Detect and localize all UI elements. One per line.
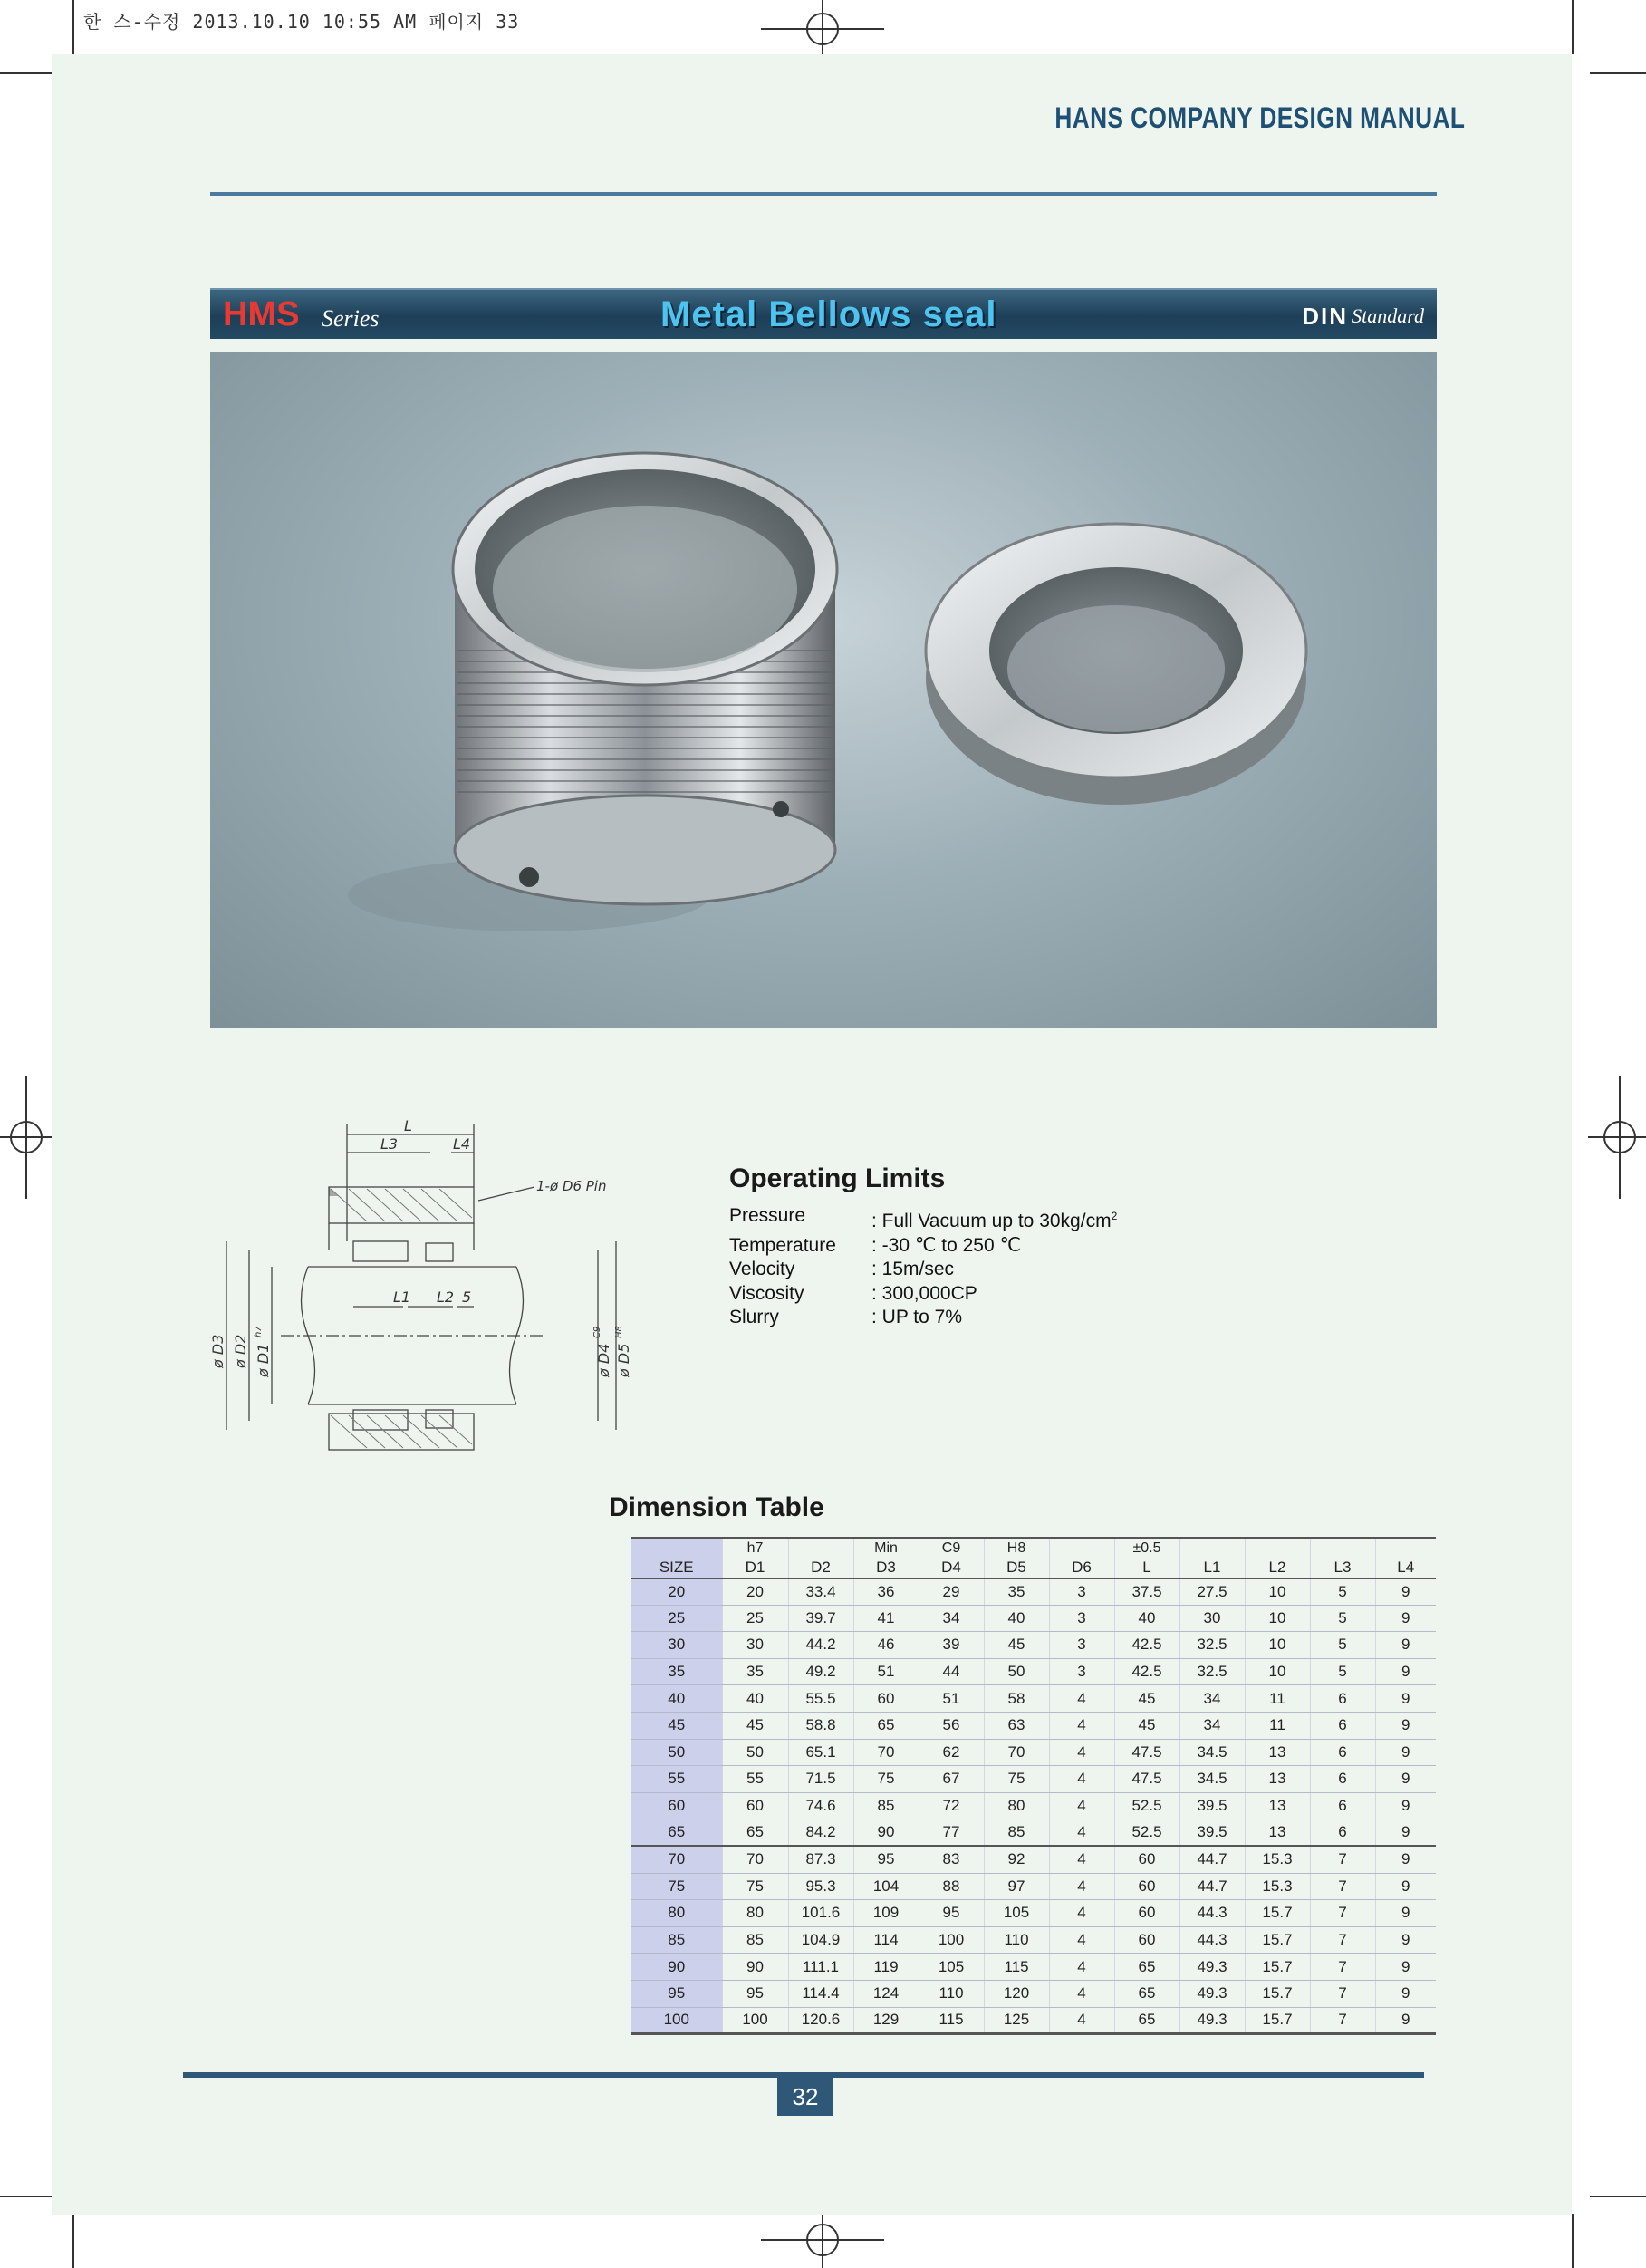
table-cell: 9 (1375, 1605, 1436, 1632)
limit-value: : 15m/sec (871, 1259, 955, 1279)
table-cell: 34 (919, 1605, 984, 1632)
table-cell: 110 (919, 1980, 984, 2007)
table-cell: 11 (1245, 1712, 1310, 1739)
table-cell: 3 (1049, 1578, 1114, 1606)
table-cell: 60 (1114, 1900, 1179, 1927)
table-row (631, 1658, 1436, 1685)
table-cell: 45 (722, 1712, 788, 1739)
table-row (631, 1900, 1436, 1927)
table-cell: 6 (1310, 1766, 1375, 1793)
size-cell: 45 (631, 1712, 722, 1739)
table-row (631, 1739, 1436, 1766)
table-cell: h7 (722, 1539, 788, 1558)
table-row (631, 2007, 1436, 2034)
print-info: 한 스-수정 2013.10.10 10:55 AM 페이지 33 (83, 11, 520, 33)
table-cell: 33.4 (788, 1578, 853, 1606)
table-cell: 3 (1049, 1658, 1114, 1685)
table-cell: 63 (984, 1712, 1049, 1739)
table-cell: 39 (919, 1632, 984, 1659)
size-cell: 25 (631, 1605, 722, 1632)
table-cell: 45 (984, 1632, 1049, 1659)
table-cell: 6 (1310, 1685, 1375, 1713)
table-cell: 7 (1310, 1846, 1375, 1873)
table-cell: 46 (853, 1632, 919, 1659)
table-row (631, 1632, 1436, 1659)
table-cell: C9 (919, 1539, 984, 1558)
size-cell: 20 (631, 1578, 722, 1606)
table-cell: 7 (1310, 1954, 1375, 1981)
table-cell: 51 (919, 1685, 984, 1713)
table-cell: 70 (722, 1846, 788, 1873)
size-cell: 50 (631, 1739, 722, 1766)
table-cell: 92 (984, 1846, 1049, 1873)
table-cell: 5 (1310, 1658, 1375, 1685)
table-cell: 58 (984, 1685, 1049, 1713)
limit-label: Velocity (729, 1259, 795, 1279)
size-cell: 70 (631, 1846, 722, 1873)
size-cell: 35 (631, 1658, 722, 1685)
limit-viscosity (729, 1282, 1117, 1307)
table-cell: 4 (1049, 1819, 1114, 1847)
table-cell: 39.7 (788, 1605, 853, 1632)
size-cell: 65 (631, 1819, 722, 1847)
table-cell: 70 (853, 1739, 919, 1766)
table-cell: 115 (919, 2007, 984, 2034)
table-cell: 6 (1310, 1819, 1375, 1847)
product-title: Metal Bellows seal (660, 294, 997, 334)
table-row (631, 1926, 1436, 1954)
table-cell: 13 (1245, 1819, 1310, 1847)
table-row (631, 1954, 1436, 1981)
table-cell: 56 (919, 1712, 984, 1739)
table-cell: 45 (1114, 1712, 1179, 1739)
table-cell: 34.5 (1179, 1739, 1245, 1766)
size-cell: 55 (631, 1766, 722, 1793)
table-cell: 50 (984, 1658, 1049, 1685)
table-cell: 44.2 (788, 1632, 853, 1659)
table-cell: 65.1 (788, 1739, 853, 1766)
table-cell: 34.5 (1179, 1766, 1245, 1793)
table-cell: 25 (722, 1605, 788, 1632)
table-cell: 9 (1375, 1819, 1436, 1847)
table-cell: 40 (1114, 1605, 1179, 1632)
table-cell: 13 (1245, 1792, 1310, 1819)
table-cell: 88 (919, 1873, 984, 1900)
table-cell: 9 (1375, 1900, 1436, 1927)
label-d1-tol: h7 (254, 1326, 264, 1337)
table-cell (788, 1539, 853, 1558)
table-cell: 7 (1310, 1980, 1375, 2007)
label-d4-tol: C9 (592, 1326, 602, 1338)
limit-label: Pressure (729, 1205, 806, 1226)
table-cell: 10 (1245, 1578, 1310, 1606)
table-cell: D2 (788, 1558, 853, 1578)
table-row (631, 1873, 1436, 1900)
limit-temperature (729, 1234, 1117, 1259)
table-cell: 42.5 (1114, 1658, 1179, 1685)
table-cell: 4 (1049, 1900, 1114, 1927)
table-cell: 39.5 (1179, 1819, 1245, 1847)
table-cell: 120 (984, 1980, 1049, 2007)
table-cell: D5 (984, 1558, 1049, 1578)
table-cell: 49.3 (1179, 2007, 1245, 2034)
seal-section-drawing (208, 1115, 661, 1486)
table-cell: 9 (1375, 1980, 1436, 2007)
table-cell: 45 (1114, 1685, 1179, 1713)
table-cell: 9 (1375, 1873, 1436, 1900)
dimension-table-title: Dimension Table (609, 1492, 824, 1522)
table-cell: 104.9 (788, 1926, 853, 1954)
table-cell: 9 (1375, 1632, 1436, 1659)
table-cell: 65 (1114, 1980, 1179, 2007)
table-cell: 97 (984, 1873, 1049, 1900)
table-cell: L1 (1179, 1558, 1245, 1578)
table-cell: 10 (1245, 1632, 1310, 1659)
table-cell (1049, 1539, 1114, 1558)
table-cell: 40 (722, 1685, 788, 1713)
table-cell: 100 (722, 2007, 788, 2034)
table-cell: 72 (919, 1792, 984, 1819)
table-cell: 9 (1375, 1792, 1436, 1819)
table-cell: 120.6 (788, 2007, 853, 2034)
table-cell: 55 (722, 1766, 788, 1793)
table-cell: 42.5 (1114, 1632, 1179, 1659)
table-cell: 4 (1049, 1685, 1114, 1713)
table-cell: ±0.5 (1114, 1539, 1179, 1558)
table-cell: 9 (1375, 1685, 1436, 1713)
table-row (631, 1605, 1436, 1632)
table-cell: L (1114, 1558, 1179, 1578)
table-cell: 87.3 (788, 1846, 853, 1873)
table-cell: 15.7 (1245, 2007, 1310, 2034)
label-pin: 1-ø D6 Pin (536, 1178, 607, 1194)
table-cell: 114 (853, 1926, 919, 1954)
table-cell: 105 (984, 1900, 1049, 1927)
limit-velocity (729, 1258, 1117, 1282)
table-cell: 49.3 (1179, 1954, 1245, 1981)
table-cell: 39.5 (1179, 1792, 1245, 1819)
table-cell: 37.5 (1114, 1578, 1179, 1606)
table-cell: 7 (1310, 1926, 1375, 1954)
table-cell: L3 (1310, 1558, 1375, 1578)
table-row (631, 1980, 1436, 2007)
operating-limits-list (729, 1204, 1117, 1330)
dimension-table (631, 1537, 1436, 2035)
table-cell: 55.5 (788, 1685, 853, 1713)
table-cell: 20 (722, 1578, 788, 1606)
table-cell: 35 (984, 1578, 1049, 1606)
table-cell (1245, 1539, 1310, 1558)
table-cell: 7 (1310, 2007, 1375, 2034)
table-cell: 32.5 (1179, 1658, 1245, 1685)
table-cell (1179, 1539, 1245, 1558)
table-cell: 49.2 (788, 1658, 853, 1685)
table-cell: 3 (1049, 1605, 1114, 1632)
table-cell: 51 (853, 1658, 919, 1685)
table-cell: 4 (1049, 1926, 1114, 1954)
size-cell (631, 1539, 722, 1558)
table-cell: 85 (984, 1819, 1049, 1847)
table-cell: 13 (1245, 1766, 1310, 1793)
table-cell: 105 (919, 1954, 984, 1981)
table-cell: 3 (1049, 1632, 1114, 1659)
table-cell: 75 (722, 1873, 788, 1900)
table-cell: 13 (1245, 1739, 1310, 1766)
label-d3: ø D3 (209, 1334, 226, 1368)
table-cell: 15.7 (1245, 1980, 1310, 2007)
page-number: 32 (777, 2078, 833, 2116)
table-cell: 10 (1245, 1605, 1310, 1632)
table-cell: 60 (722, 1792, 788, 1819)
label-l4: L4 (453, 1135, 471, 1153)
table-cell: D1 (722, 1558, 788, 1578)
table-row (631, 1792, 1436, 1819)
product-photo (210, 352, 1437, 1028)
table-cell: 44.7 (1179, 1873, 1245, 1900)
table-cell: 52.5 (1114, 1819, 1179, 1847)
table-row (631, 1766, 1436, 1793)
table-cell: L4 (1375, 1558, 1436, 1578)
table-cell: 9 (1375, 1658, 1436, 1685)
table-cell: 95 (722, 1980, 788, 2007)
table-cell: 6 (1310, 1739, 1375, 1766)
table-cell: 80 (722, 1900, 788, 1927)
table-cell: 4 (1049, 1712, 1114, 1739)
table-cell: 95 (853, 1846, 919, 1873)
table-cell: 15.7 (1245, 1900, 1310, 1927)
table-cell: 101.6 (788, 1900, 853, 1927)
table-cell: 34 (1179, 1712, 1245, 1739)
label-d2: ø D2 (232, 1334, 249, 1368)
table-cell: 9 (1375, 1578, 1436, 1606)
table-cell: 30 (1179, 1605, 1245, 1632)
table-cell: 95 (919, 1900, 984, 1927)
table-cell: 70 (984, 1739, 1049, 1766)
size-cell: 30 (631, 1632, 722, 1659)
table-cell: 74.6 (788, 1792, 853, 1819)
limit-unit-exponent: 2 (1111, 1210, 1118, 1222)
table-cell: L2 (1245, 1558, 1310, 1578)
limit-label: Slurry (729, 1307, 779, 1327)
table-cell: 4 (1049, 1954, 1114, 1981)
size-cell: 90 (631, 1954, 722, 1981)
size-cell: SIZE (631, 1558, 722, 1578)
table-cell: 52.5 (1114, 1792, 1179, 1819)
table-cell: 100 (919, 1926, 984, 1954)
table-cell: 30 (722, 1632, 788, 1659)
table-cell: 9 (1375, 1846, 1436, 1873)
table-row (631, 1685, 1436, 1713)
table-cell: 83 (919, 1846, 984, 1873)
label-l1: L1 (393, 1288, 411, 1306)
limit-pressure (729, 1204, 1117, 1234)
label-d1: ø D1 (255, 1343, 272, 1377)
table-cell: 9 (1375, 1926, 1436, 1954)
size-cell: 95 (631, 1980, 722, 2007)
table-cell: 36 (853, 1578, 919, 1606)
table-cell: 104 (853, 1873, 919, 1900)
operating-limits-title: Operating Limits (729, 1163, 946, 1193)
table-cell: 4 (1049, 1739, 1114, 1766)
table-cell (1375, 1539, 1436, 1558)
label-d5: ø D5 (615, 1343, 632, 1377)
table-row (631, 1819, 1436, 1847)
table-cell: 7 (1310, 1873, 1375, 1900)
table-cell: 44.3 (1179, 1900, 1245, 1927)
table-cell: 4 (1049, 1766, 1114, 1793)
table-cell: 119 (853, 1954, 919, 1981)
table-cell: 77 (919, 1819, 984, 1847)
table-cell: 9 (1375, 1739, 1436, 1766)
size-cell: 80 (631, 1900, 722, 1927)
table-cell: 35 (722, 1658, 788, 1685)
table-cell: 62 (919, 1739, 984, 1766)
label-l3: L3 (380, 1135, 399, 1153)
table-cell: 75 (853, 1766, 919, 1793)
table-cell: 58.8 (788, 1712, 853, 1739)
table-cell: 47.5 (1114, 1739, 1179, 1766)
table-cell: 60 (1114, 1846, 1179, 1873)
size-cell: 60 (631, 1792, 722, 1819)
table-cell: 124 (853, 1980, 919, 2007)
table-cell: 9 (1375, 2007, 1436, 2034)
table-cell: 32.5 (1179, 1632, 1245, 1659)
table-cell: 6 (1310, 1712, 1375, 1739)
table-cell: 10 (1245, 1658, 1310, 1685)
table-cell: 15.3 (1245, 1846, 1310, 1873)
table-cell: H8 (984, 1539, 1049, 1558)
table-cell: 80 (984, 1792, 1049, 1819)
table-cell: 29 (919, 1578, 984, 1606)
table-cell: 75 (984, 1766, 1049, 1793)
table-cell: 5 (1310, 1578, 1375, 1606)
table-cell: 84.2 (788, 1819, 853, 1847)
table-cell: 15.3 (1245, 1873, 1310, 1900)
table-cell: 9 (1375, 1766, 1436, 1793)
table-cell: 15.7 (1245, 1926, 1310, 1954)
table-row (631, 1578, 1436, 1606)
table-cell: 44.3 (1179, 1926, 1245, 1954)
table-cell: 9 (1375, 1712, 1436, 1739)
table-cell: Min (853, 1539, 919, 1558)
limit-slurry (729, 1306, 1117, 1330)
limit-value: : UP to 7% (871, 1307, 962, 1327)
table-cell: D6 (1049, 1558, 1114, 1578)
table-cell: 60 (853, 1685, 919, 1713)
manual-title: HANS COMPANY DESIGN MANUAL (1054, 101, 1465, 134)
table-cell: 44.7 (1179, 1846, 1245, 1873)
table-cell: 65 (1114, 2007, 1179, 2034)
table-cell: 15.7 (1245, 1954, 1310, 1981)
label-d5-tol: H8 (614, 1326, 624, 1338)
size-cell: 85 (631, 1926, 722, 1954)
table-cell: 9 (1375, 1954, 1436, 1981)
table-cell: 85 (853, 1792, 919, 1819)
table-cell: 109 (853, 1900, 919, 1927)
label-l2: L2 (437, 1288, 455, 1306)
table-cell: 27.5 (1179, 1578, 1245, 1606)
table-cell: 4 (1049, 1846, 1114, 1873)
table-cell: 5 (1310, 1632, 1375, 1659)
table-cell: 4 (1049, 1980, 1114, 2007)
table-cell (1310, 1539, 1375, 1558)
size-cell: 40 (631, 1685, 722, 1713)
size-cell: 75 (631, 1873, 722, 1900)
table-cell: D4 (919, 1558, 984, 1578)
label-l: L (404, 1117, 412, 1134)
table-cell: 85 (722, 1926, 788, 1954)
standard-label: Standard (1352, 304, 1424, 327)
table-cell: 71.5 (788, 1766, 853, 1793)
table-cell: 4 (1049, 2007, 1114, 2034)
table-cell: 47.5 (1114, 1766, 1179, 1793)
table-cell: 115 (984, 1954, 1049, 1981)
limit-label: Viscosity (729, 1282, 804, 1304)
header-divider (210, 192, 1437, 196)
table-cell: 67 (919, 1766, 984, 1793)
table-cell: 50 (722, 1739, 788, 1766)
table-cell: 111.1 (788, 1954, 853, 1981)
header-row (631, 1558, 1436, 1578)
limit-label: Temperature (729, 1234, 836, 1256)
series-banner (210, 288, 1437, 339)
table-cell: 4 (1049, 1792, 1114, 1819)
table-cell: 125 (984, 2007, 1049, 2034)
label-d4: ø D4 (595, 1343, 612, 1377)
table-cell: D3 (853, 1558, 919, 1578)
table-cell: 5 (1310, 1605, 1375, 1632)
table-cell: 90 (853, 1819, 919, 1847)
table-cell: 60 (1114, 1926, 1179, 1954)
table-cell: 65 (1114, 1954, 1179, 1981)
table-row (631, 1846, 1436, 1873)
table-cell: 49.3 (1179, 1980, 1245, 2007)
table-cell: 40 (984, 1605, 1049, 1632)
table-cell: 60 (1114, 1873, 1179, 1900)
table-cell: 65 (853, 1712, 919, 1739)
table-cell: 11 (1245, 1685, 1310, 1713)
table-cell: 41 (853, 1605, 919, 1632)
limit-value: : Full Vacuum up to 30kg/cm (871, 1211, 1112, 1231)
table-cell: 110 (984, 1926, 1049, 1954)
limit-value: : 300,000CP (871, 1282, 977, 1304)
tolerance-row (631, 1539, 1436, 1558)
series-label: Series (322, 305, 380, 332)
limit-value: : -30 ℃ to 250 ℃ (871, 1234, 1022, 1256)
table-cell: 7 (1310, 1900, 1375, 1927)
table-cell: 34 (1179, 1685, 1245, 1713)
size-cell: 100 (631, 2007, 722, 2034)
table-cell: 129 (853, 2007, 919, 2034)
table-cell: 6 (1310, 1792, 1375, 1819)
series-name: HMS (223, 295, 300, 333)
table-cell: 65 (722, 1819, 788, 1847)
table-row (631, 1712, 1436, 1739)
label-5: 5 (462, 1288, 472, 1306)
table-cell: 90 (722, 1954, 788, 1981)
table-cell: 95.3 (788, 1873, 853, 1900)
standard-name: DIN (1302, 303, 1348, 330)
table-cell: 114.4 (788, 1980, 853, 2007)
table-cell: 44 (919, 1658, 984, 1685)
table-cell: 4 (1049, 1873, 1114, 1900)
